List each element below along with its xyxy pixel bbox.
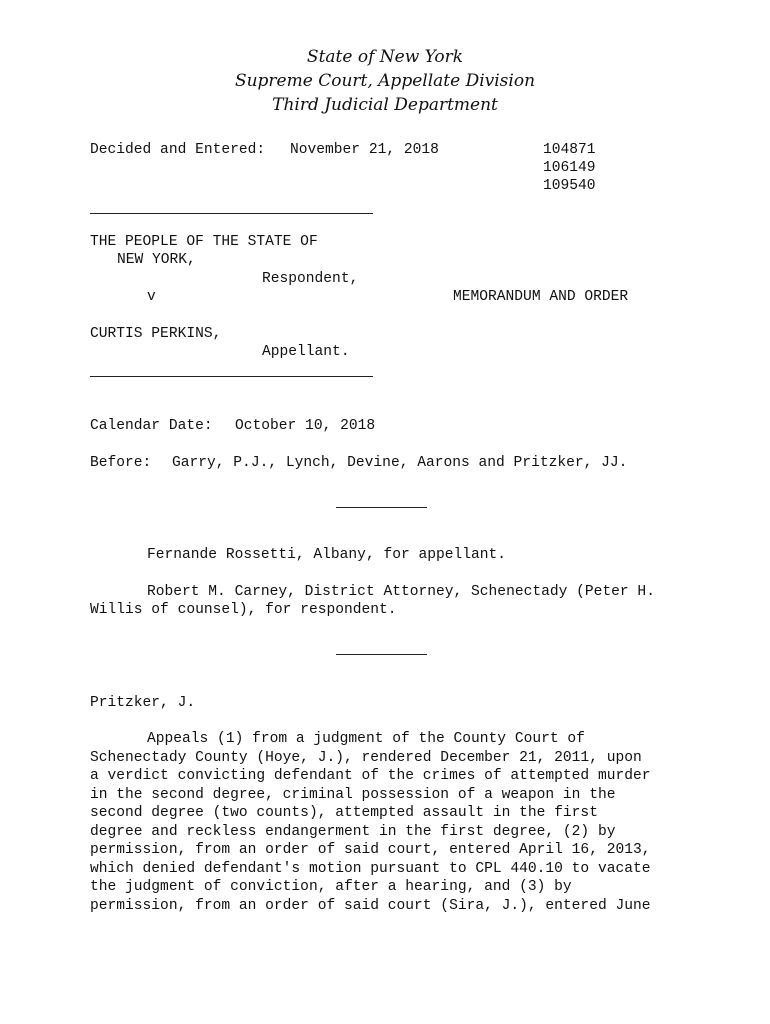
opinion-line: the judgment of conviction, after a hearing, and (3) by <box>90 879 572 895</box>
opinion-line: a verdict convicting defendant of the crimes of attempted murder <box>90 768 651 784</box>
decided-date: November 21, 2018 <box>290 142 439 158</box>
caption-top-rule <box>90 213 373 214</box>
appellant-counsel: Fernande Rossetti, Albany, for appellant. <box>147 547 507 563</box>
calendar-date: October 10, 2018 <box>235 418 376 434</box>
plaintiff-name-line2: NEW YORK, <box>117 252 196 268</box>
plaintiff-role: Respondent, <box>262 271 359 287</box>
versus: v <box>147 289 156 305</box>
justices: Garry, P.J., Lynch, Devine, Aarons and Pritzker, JJ. <box>172 455 628 471</box>
opinion-line: in the second degree, criminal possession of a weapon in the <box>90 787 616 803</box>
calendar-label: Calendar Date: <box>90 418 213 434</box>
section-divider <box>336 654 427 655</box>
respondent-counsel-line2: Willis of counsel), for respondent. <box>90 602 397 618</box>
opinion-line: which denied defendant's motion pursuant to CPL 440.10 to vacate <box>90 861 651 877</box>
opinion-line: Appeals (1) from a judgment of the County Court of <box>147 731 585 747</box>
court-name: Supreme Court, Appellate Division <box>234 71 536 91</box>
opinion-author: Pritzker, J. <box>90 695 196 711</box>
opinion-line: second degree (two counts), attempted assault in the first <box>90 805 598 821</box>
section-divider <box>336 507 427 508</box>
opinion-line: permission, from an order of said court (Sira, J.), entered June <box>90 898 651 914</box>
docket-number: 106149 <box>543 160 596 176</box>
caption-bottom-rule <box>90 376 373 377</box>
opinion-line: permission, from an order of said court, entered April 16, 2013, <box>90 842 651 858</box>
docket-number: 104871 <box>543 142 596 158</box>
before-label: Before: <box>90 455 152 471</box>
plaintiff-name-line1: THE PEOPLE OF THE STATE OF <box>90 234 318 250</box>
defendant-name: CURTIS PERKINS, <box>90 326 222 342</box>
defendant-role: Appellant. <box>262 344 350 360</box>
document-type: MEMORANDUM AND ORDER <box>453 289 629 305</box>
court-department: Third Judicial Department <box>272 95 498 115</box>
opinion-line: degree and reckless endangerment in the first degree, (2) by <box>90 824 616 840</box>
opinion-line: Schenectady County (Hoye, J.), rendered December 21, 2011, upon <box>90 750 642 766</box>
court-state: State of New York <box>306 47 464 67</box>
decided-label: Decided and Entered: <box>90 142 266 158</box>
respondent-counsel-line1: Robert M. Carney, District Attorney, Schenectady (Peter H. <box>147 584 655 600</box>
docket-number: 109540 <box>543 178 596 194</box>
